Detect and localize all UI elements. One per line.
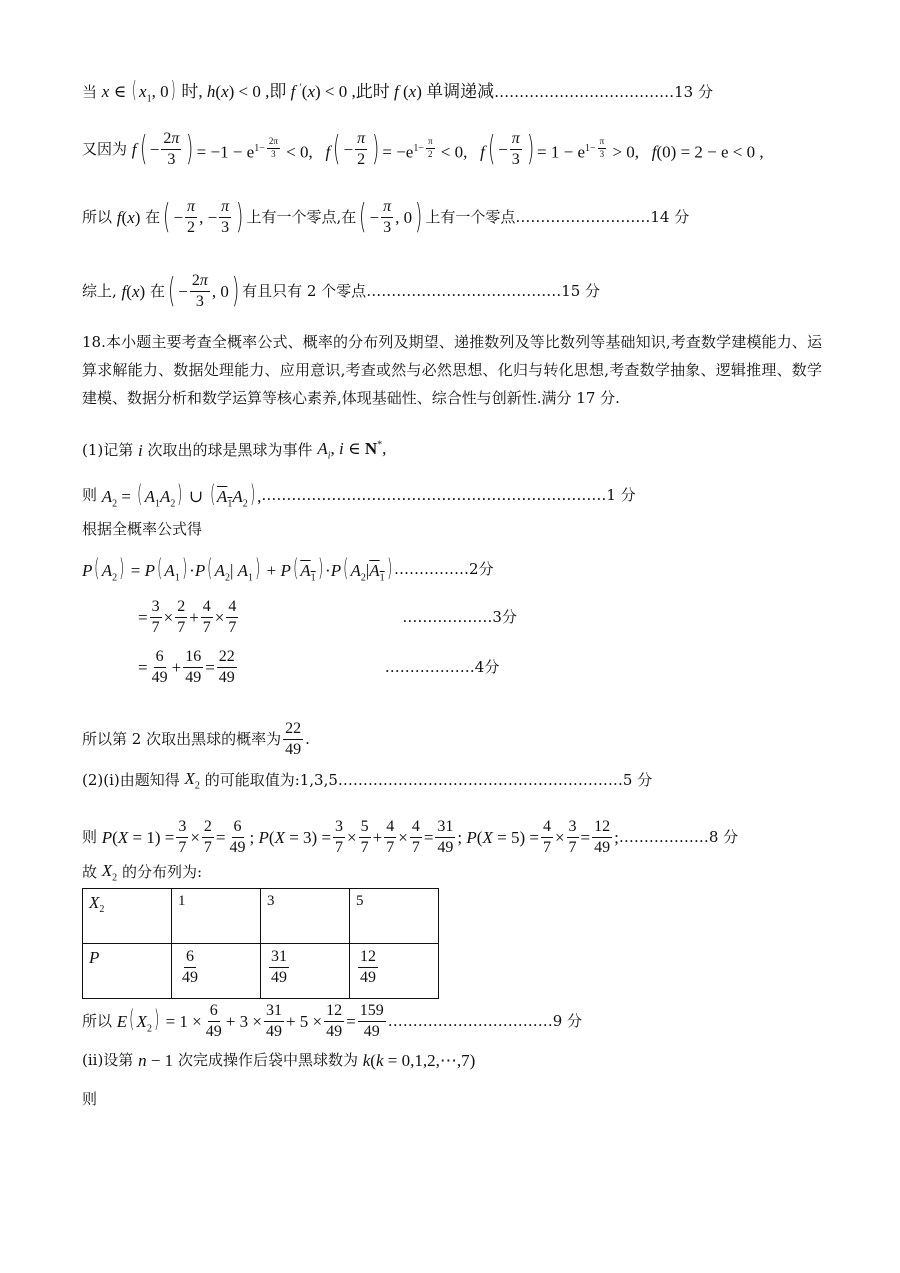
line-expectation: 所以 E( $X_2) = 1$ × $\frac{6}{49}$ + 3 × $\frac{31}{49}$ + 5 × $\frac{12}{49}$ = $\frac{159}{49}$ …………………………… 9 分 [82,1002,583,1040]
line-distribution-values: 则 P(X = 1) = $\frac{3}{7}$ × $\frac{2}{7}$ = $\frac{6}{49}$ ; P(X = 3) = $\frac{3}{7}$ × $\frac{5}{7}$ + $\frac{4}{7}$ × $\frac{4}{7}$ = $\frac{31}{49}$ ; P(X = 5) = $\frac{4}{7}$ × $\frac{3}{7}$ = $\frac{12}{49}$ ; ……………… 8 分 [82,818,739,856]
line-possible-values: (2)(i)由题知得 $X_2$ 的可能取值为:1,3,5 ………………………………………………… 5 分 [82,769,653,792]
table-header-cell: $X_2$ [83,889,172,944]
table-cell: $\frac{31}{49}$ [261,944,350,999]
line-zero-points: 所以 f(x) 在 ( − $\frac{\pi}{2}$ , − $\frac{\pi}{3}$ ) 上有一个零点,在 ( − $\frac{\pi}{3}$ , 0 ) 上有一个零点 ……………………… 14 分 [82,197,690,238]
table-row [83,944,439,999]
distribution-table [82,888,439,999]
line-probability-result: = $\frac{6}{49}$ + $\frac{16}{49}$ = $\frac{22}{49}$ ……………… 4分 [138,648,500,686]
table-row [83,889,439,944]
line-event-decomposition: 则 $A_2$ = ( $A_1A_2$) ∪ ( $A_1A_2$) , …………………………………………………………… 1 分 [82,480,636,510]
line-probability-step: = $\frac{3}{7}$ × $\frac{2}{7}$ + $\frac{4}{7}$ × $\frac{4}{7}$ ……………… 3分 [138,598,517,636]
line-event-definition: (1)记第 i 次取出的球是黑球为事件 $A_i$, i ∈ N*, [82,439,387,462]
line-then: 则 [82,1090,98,1108]
table-row-label: P [83,944,172,999]
line-probability-formula: P( $A_2) = P$( $A_1) \cdot P$( $A_2|$ $A_1) + P$( $A_1) \cdot P$( $A_2|A_1$) …………… 2分 [82,554,494,584]
line-function-values: 又因为 f ( − $\frac{2\pi}{3}$ ) = $-1 - e^{1- \frac{2\pi}{3}}$ < 0, f ( − $\frac{\pi}{2}$ ) = $-e^{1- \frac{\pi}{2}}$ < 0, f ( − $\frac{\pi}{3}$ ) = $1 - e^{1- \frac{\pi}{3}}$ > 0, f(0) = 2 − e < 0 , [82,129,764,170]
table-header-cell: 3 [261,889,350,944]
table-header-cell: 5 [350,889,439,944]
line-monotone-decrease: 当 x ∈ ( $x_1$, 0) 时, h(x) < 0 ,即 f ′(x) < 0 ,此时 f (x) 单调递减 ……………………………… 13 分 [82,78,713,105]
line-total-probability: 根据全概率公式得 [82,520,203,538]
line-second-black-probability: 所以第 2 次取出黑球的概率为 $\frac{22}{49}$ . [82,720,310,758]
table-cell: $\frac{6}{49}$ [172,944,261,999]
table-header-cell: 1 [172,889,261,944]
line-black-ball-count: (ii)设第 n − 1 次完成操作后袋中黑球数为 k(k = 0,1,2,⋯,7) [82,1051,476,1070]
line-distribution-title: 故 $X_2$ 的分布列为: [82,861,202,884]
line-conclusion: 综上, f(x) 在 ( − $\frac{2\pi}{3}$ , 0 ) 有且只有 2 个零点 ………………………………… 15 分 [82,271,601,312]
table-cell: $\frac{12}{49}$ [350,944,439,999]
problem-18-intro: 18.本小题主要考查全概率公式、概率的分布列及期望、递推数列及等比数列等基础知识,考查数学建模能力、运算求解能力、数据处理能力、应用意识,考查或然与必然思想、化归与转化思想,考查数学抽象、逻辑推理、数学建模、数据分析和数学运算等核心素养,体现基础性、综合性与创新性.满分 17 分. [82,333,822,407]
